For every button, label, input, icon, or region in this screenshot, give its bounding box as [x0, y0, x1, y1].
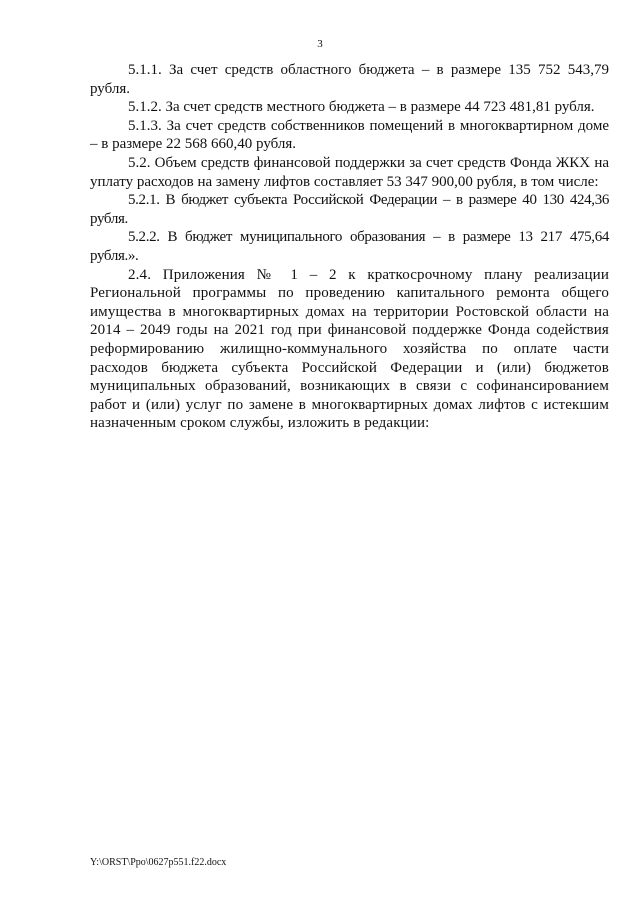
paragraph-5-2-2: 5.2.2. В бюджет муниципального образования – в размере 13 217 475,64 рубля.». — [90, 229, 609, 264]
paragraph-5-1-2: 5.1.2. За счет средств местного бюджета – в размере 44 723 481,81 рубля. — [128, 99, 595, 116]
paragraph-5-1-1: 5.1.1. За счет средств областного бюджета – в размере 135 752 543,79 рубля. — [90, 62, 609, 97]
paragraph-5-1-3: 5.1.3. За счет средств собственников помещений в многоквартирном доме – в размере 22 568 660,40 рубля. — [90, 117, 609, 153]
paragraph-5-2: 5.2. Объем средств финансовой поддержки за счет средств Фонда ЖКХ на уплату расходов на замену лифтов составляет 53 347 900,00 рубля, в том числе: — [90, 154, 609, 190]
footer-file-path: Y:\ORST\Ppo\0627p551.f22.docx — [90, 857, 227, 868]
paragraph-5-2-1: 5.2.1. В бюджет субъекта Российской Федерации – в размере 40 130 424,36 рубля. — [90, 192, 609, 227]
page-number: 3 — [317, 38, 323, 50]
paragraph-2-4: 2.4. Приложения № 1 – 2 к краткосрочному плану реализации Региональной программы по проведению капитального ремонта общего имущества в многоквартирных домах на территории Ростовской области на 2014 – 2049 годы на 2021 год при финансовой поддержке Фонда содействия реформированию жилищно-коммунального хозяйства по оплате части расходов бюджета субъекта Российской Федерации и (или) бюджетов муниципальных образований, возникающих в связи с софинансированием работ и (или) услуг по замене в многоквартирных домах лифтов с истекшим назначенным сроком службы, изложить в редакции: — [90, 266, 609, 432]
document-body — [90, 61, 609, 433]
